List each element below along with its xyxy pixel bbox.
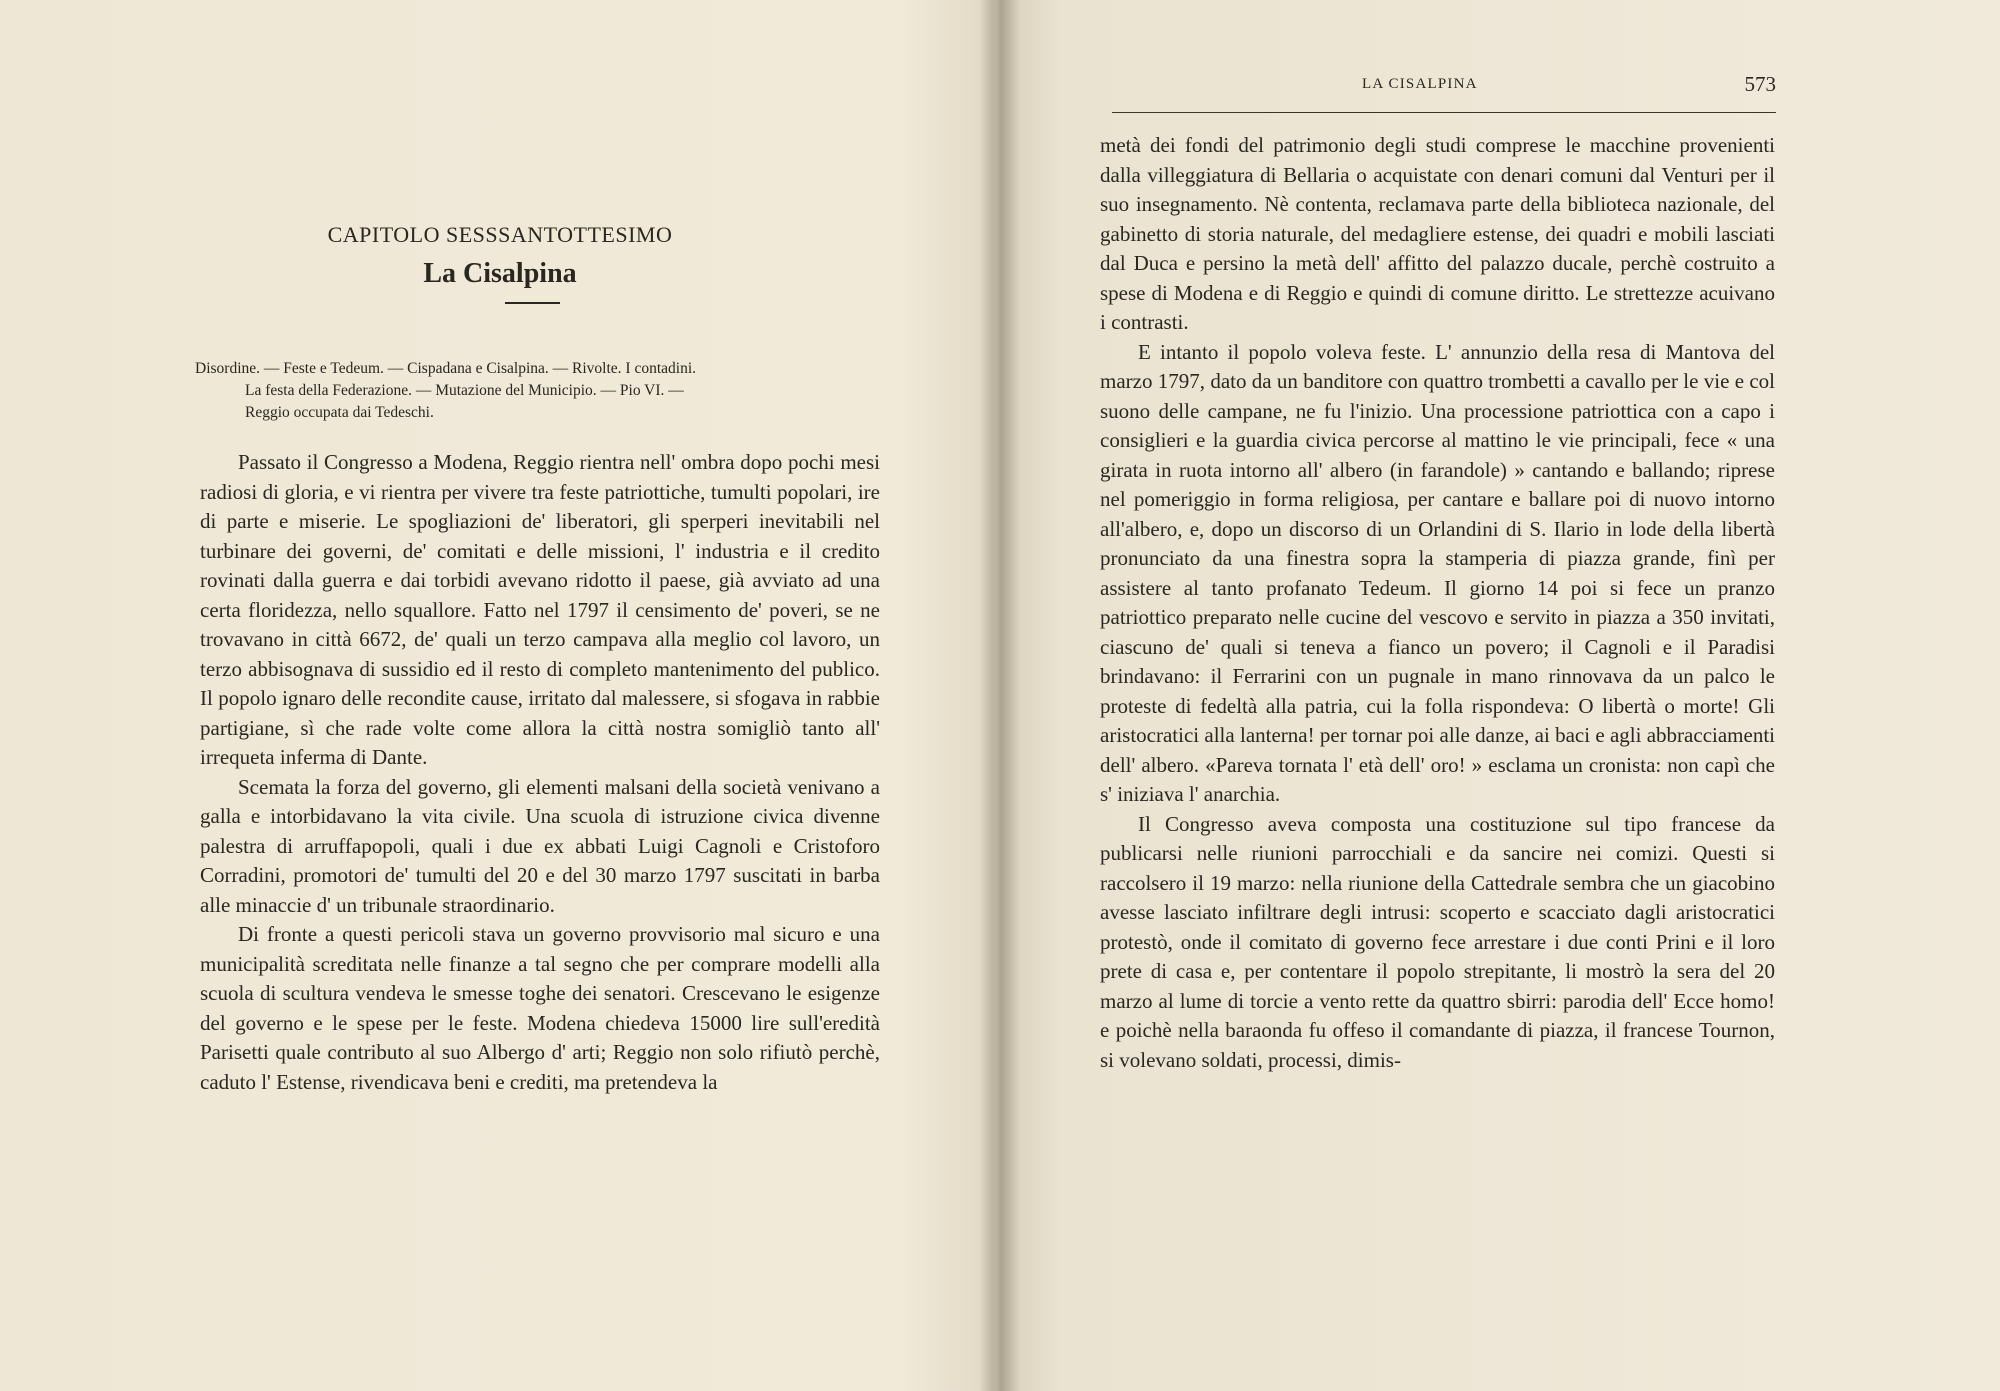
running-title: LA CISALPINA bbox=[1362, 76, 1478, 92]
left-body-text bbox=[200, 448, 880, 1097]
paragraph: Passato il Congresso a Modena, Reggio rientra nell' ombra dopo pochi mesi radiosi di gloria, e vi rientra per vivere tra feste patriottiche, tumulti popolari, ire di parte e miserie. Le spogliazioni de' liberatori, gli sperperi inevitabili nel turbinare dei governi, de' comitati e delle missioni, l' industria e il credito rovinati dalla guerra e dai torbidi avevano ridotto il paese, già avviato ad una certa floridezza, nello squallore. Fatto nel 1797 il censimento de' poveri, se ne trovavano in città 6672, de' quali un terzo campava alla meglio col lavoro, un terzo abbisognava di sussidio ed il resto di completo mantenimento del publico. Il popolo ignaro delle recondite cause, irritato dal malessere, si sfogava in rabbie partigiane, sì che rade volte come allora la città nostra somigliò tanto all' irrequeta inferma di Dante. bbox=[200, 450, 880, 769]
paragraph: Scemata la forza del governo, gli elementi malsani della società venivano a galla e intorbidavano la vita civile. Una scuola di istruzione civica divenne palestra di arruffapopoli, quali i due ex abbati Luigi Cagnoli e Cristoforo Corradini, promotori de' tumulti del 20 e del 30 marzo 1797 suscitati in barba alle minaccie d' un tribunale straordinario. bbox=[200, 774, 880, 917]
chapter-title: La Cisalpina bbox=[423, 258, 577, 289]
summary-line: Reggio occupata dai Tedeschi. bbox=[245, 404, 434, 421]
chapter-summary bbox=[195, 358, 875, 424]
left-page bbox=[0, 0, 980, 1391]
summary-line: La festa della Federazione. — Mutazione del Municipio. — Pio VI. — bbox=[245, 382, 684, 399]
summary-line: Disordine. — Feste e Tedeum. — Cispadana e Cisalpina. — Rivolte. I contadini. bbox=[195, 360, 696, 377]
paragraph: Di fronte a questi pericoli stava un governo provvisorio mal sicuro e una municipalità screditata nelle finanze a tal segno che per comprare modelli alla scuola di scultura vendeva le smesse toghe dei senatori. Crescevano le esigenze del governo e le spese per le feste. Modena chiedeva 15000 lire sull'eredità Parisetti quale contributo al suo Albergo d' arti; Reggio non solo rifiutò perchè, caduto l' Estense, rivendicava beni e crediti, ma pretendeva la bbox=[200, 922, 880, 1094]
chapter-label: CAPITOLO SESSSANTOTTESIMO bbox=[327, 222, 673, 247]
page-number: 573 bbox=[1744, 72, 1776, 96]
paragraph: Il Congresso aveva composta una costituzione sul tipo francese da publicarsi nelle riunioni parrocchiali e da sancire nei comizi. Questi si raccolsero il 19 marzo: nella riunione della Cattedrale sembra che un giacobino avesse lasciato infiltrare degli intrusi: scoperto e scacciato dagli aristocratici protestò, onde il comitato di governo fece arrestare i due conti Prini e il loro prete di casa e, per contentare il popolo strepitante, li mostrò la sera del 20 marzo al lume di torcie a vento rette da quattro sbirri: parodia dell' Ecce homo! e poichè nella baraonda fu offeso il comandante di piazza, il francese Tournon, si volevano soldati, processi, dimis- bbox=[1100, 811, 1775, 1072]
title-rule bbox=[505, 302, 560, 304]
paragraph: E intanto il popolo voleva feste. L' annunzio della resa di Mantova del marzo 1797, dato da un banditore con quattro trombetti a cavallo per le vie e col suono delle campane, ne fu l'inizio. Una processione patriottica con a capo i consiglieri e la guardia civica percorse al mattino le vie principali, fece « una girata in ruota intorno all' albero (in farandole) » cantando e ballando; riprese nel pomeriggio in forma religiosa, per cantare e ballare poi di nuovo intorno all'albero, e, dopo un discorso di un Orlandini di S. Ilario in lode della libertà pronunciato da una finestra sopra la stamperia di piazza grande, finì per assistere al tanto profanato Tedeum. Il giorno 14 poi si fece un pranzo patriottico preparato nelle cucine del vescovo e servito in piazza a 350 invitati, ciascuno de' quali si teneva a fianco un povero; il Cagnoli e il Paradisi brindavano: il Ferrarini con un pugnale in mano rinnovava da un palco le proteste di fedeltà alla patria, cui la folla rispondeva: O libertà o morte! Gli aristocratici alla lanterna! per tornar poi alle danze, ai baci e agli abbracciamenti dell' albero. «Pareva tornata l' età dell' oro! » esclama un cronista: non capì che s' iniziava l' anarchia. bbox=[1100, 339, 1775, 806]
book-gutter bbox=[978, 0, 1020, 1391]
paragraph: metà dei fondi del patrimonio degli studi comprese le macchine provenienti dalla villeggiatura di Bellaria o acquistate con denari comuni dal Venturi per il suo insegnamento. Nè contenta, reclamava parte della biblioteca nazionale, del gabinetto di storia naturale, del medagliere estense, dei quadri e mobili lasciati dal Duca e persino la metà dell' affitto del palazzo ducale, perchè costruito a spese di Modena e di Reggio e quindi di comune diritto. Le strettezze acuivano i contrasti. bbox=[1100, 133, 1775, 334]
running-head bbox=[1112, 72, 1776, 113]
right-body-text bbox=[1100, 131, 1775, 1075]
